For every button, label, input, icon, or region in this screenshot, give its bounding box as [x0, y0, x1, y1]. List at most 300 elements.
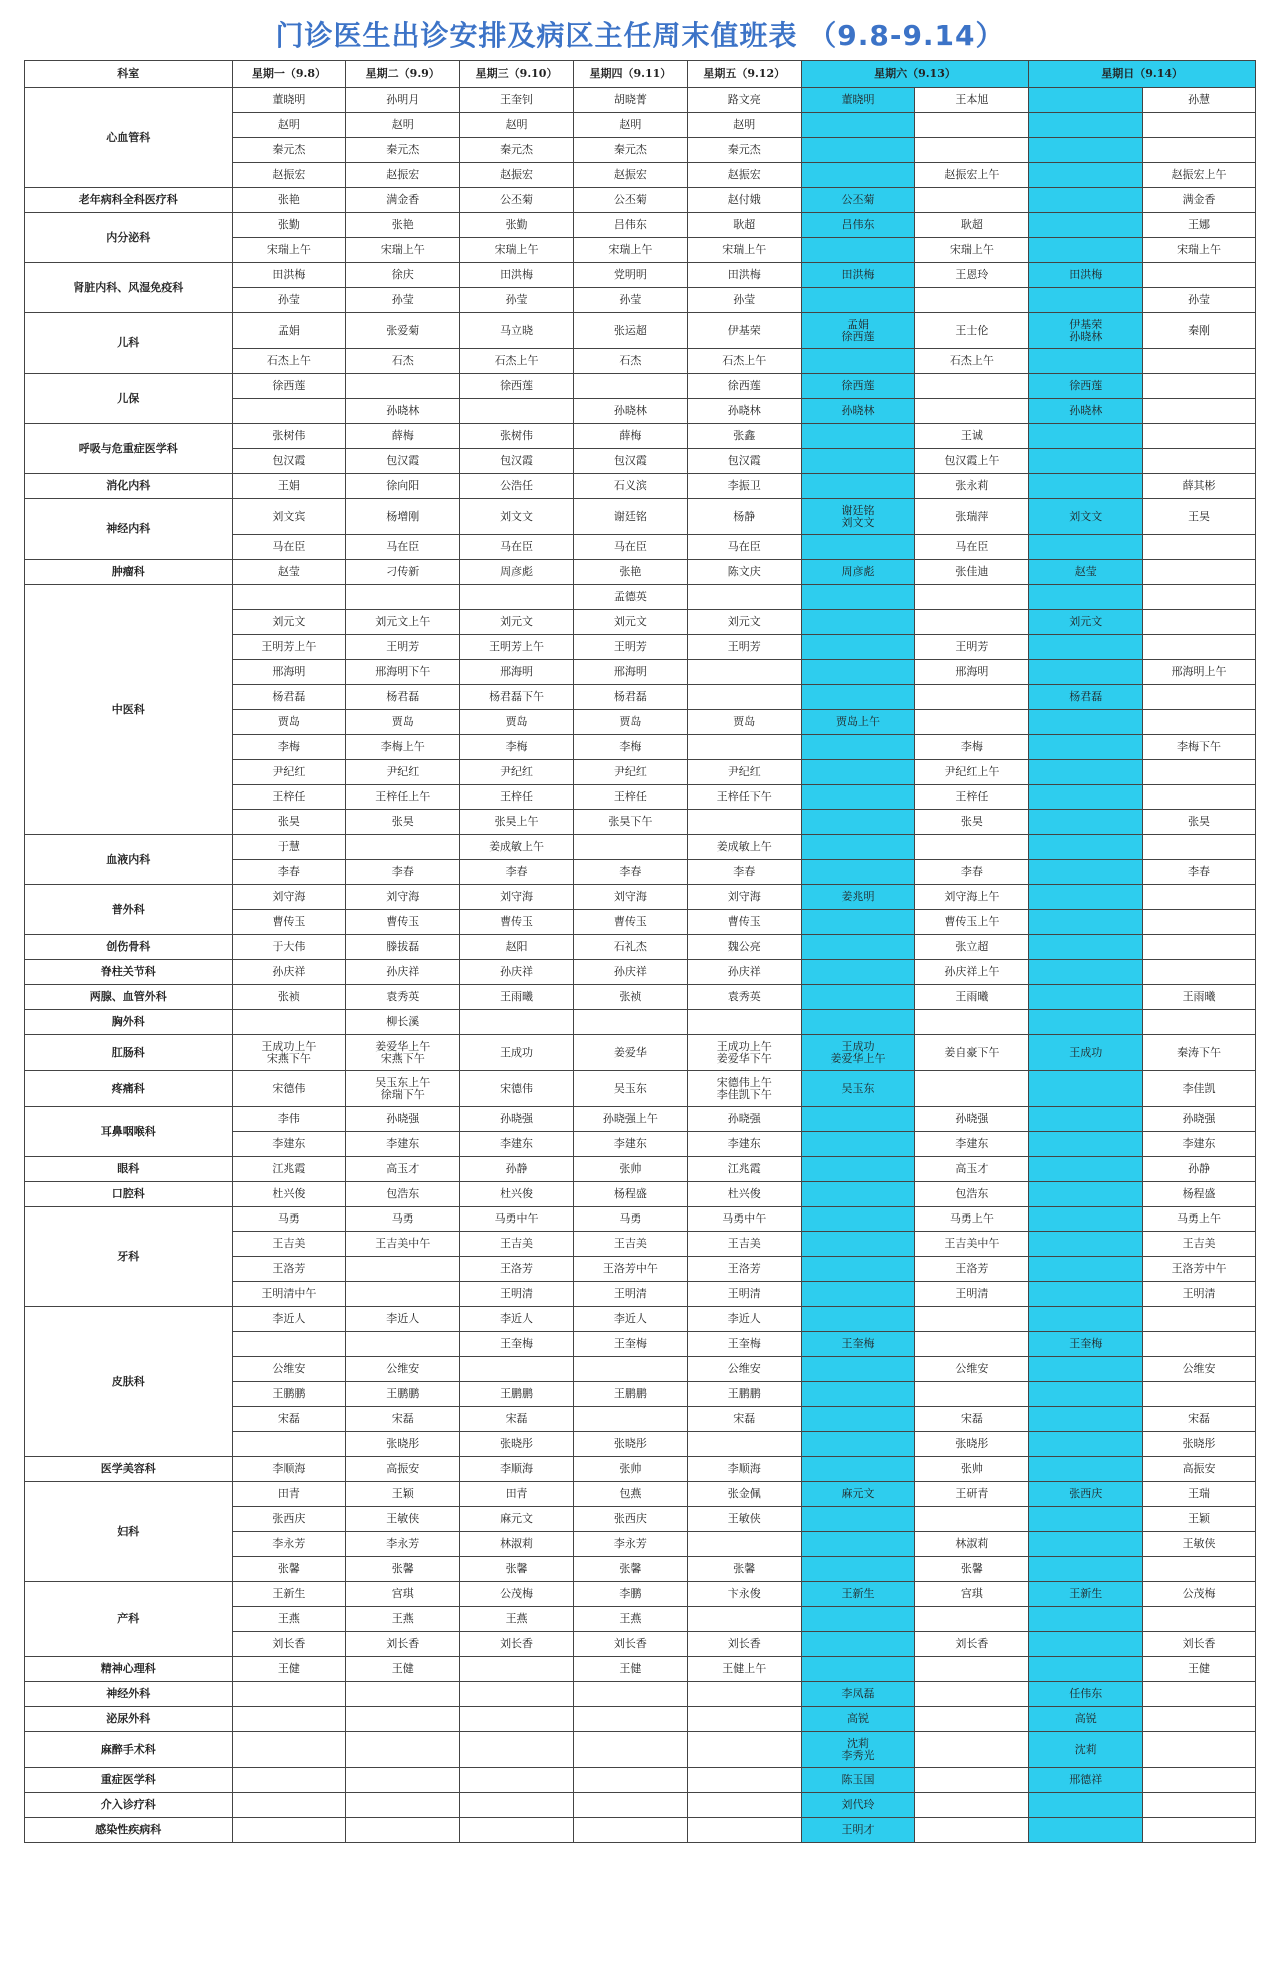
- weekend-cell: 王吉美中午: [915, 1232, 1029, 1257]
- weekend-cell: [1029, 1407, 1143, 1432]
- weekday-cell: [573, 1357, 687, 1382]
- weekday-cell: 王明清: [460, 1282, 574, 1307]
- weekend-cell: [1029, 885, 1143, 910]
- weekend-cell: [1029, 785, 1143, 810]
- weekend-cell: [1143, 960, 1256, 985]
- weekday-cell: 刘文宾: [232, 499, 346, 535]
- weekday-cell: [687, 585, 801, 610]
- weekend-cell: [1029, 1232, 1143, 1257]
- weekday-cell: 马勇中午: [687, 1207, 801, 1232]
- weekday-cell: 王梓任: [232, 785, 346, 810]
- weekday-cell: [687, 1607, 801, 1632]
- weekday-cell: 高玉才: [346, 1157, 460, 1182]
- weekend-cell: 王瑞: [1143, 1482, 1256, 1507]
- department-name: 内分泌科: [25, 213, 233, 263]
- weekday-cell: 杜兴俊: [687, 1182, 801, 1207]
- table-row: [25, 88, 1256, 113]
- weekday-cell: 赵振宏: [232, 163, 346, 188]
- weekday-cell: 王颖: [346, 1482, 460, 1507]
- weekday-cell: 刘元文: [460, 610, 574, 635]
- weekend-cell: [1143, 1768, 1256, 1793]
- weekday-cell: 姜成敏上午: [687, 835, 801, 860]
- weekend-cell: [1029, 113, 1143, 138]
- weekday-cell: [460, 1818, 574, 1843]
- weekday-cell: 徐向阳: [346, 474, 460, 499]
- weekday-cell: 孙莹: [687, 288, 801, 313]
- weekday-cell: 李梅上午: [346, 735, 460, 760]
- weekend-cell: [1143, 585, 1256, 610]
- weekday-cell: 王洛芳: [232, 1257, 346, 1282]
- weekend-cell: [915, 1818, 1029, 1843]
- weekend-cell: 杨君磊: [1029, 685, 1143, 710]
- weekend-cell: 王健: [1143, 1657, 1256, 1682]
- table-row: [25, 1732, 1256, 1768]
- weekday-cell: 王燕: [460, 1607, 574, 1632]
- header-sun: 星期日（9.14）: [1029, 61, 1256, 88]
- weekday-cell: [346, 1768, 460, 1793]
- table-row: [25, 263, 1256, 288]
- department-name: 医学美容科: [25, 1457, 233, 1482]
- weekend-cell: 王梓任: [915, 785, 1029, 810]
- weekday-cell: 宋德伟: [460, 1071, 574, 1107]
- weekend-cell: 邢海明: [915, 660, 1029, 685]
- department-name: 牙科: [25, 1207, 233, 1307]
- weekday-cell: 尹纪红: [232, 760, 346, 785]
- weekday-cell: 滕拔磊: [346, 935, 460, 960]
- weekend-cell: 公维安: [915, 1357, 1029, 1382]
- weekday-cell: 杨程盛: [573, 1182, 687, 1207]
- weekday-cell: 刘长香: [232, 1632, 346, 1657]
- weekend-cell: [1143, 635, 1256, 660]
- weekday-cell: 赵振宏: [687, 163, 801, 188]
- department-name: 脊柱关节科: [25, 960, 233, 985]
- weekend-cell: [1143, 710, 1256, 735]
- weekday-cell: [232, 1332, 346, 1357]
- weekday-cell: 张金佩: [687, 1482, 801, 1507]
- weekday-cell: 尹纪红: [573, 760, 687, 785]
- weekday-cell: [232, 1732, 346, 1768]
- table-row: [25, 474, 1256, 499]
- weekend-cell: [915, 288, 1029, 313]
- weekend-cell: 王明清: [1143, 1282, 1256, 1307]
- weekday-cell: [232, 399, 346, 424]
- weekend-cell: [801, 910, 915, 935]
- weekend-cell: [1143, 610, 1256, 635]
- weekend-cell: [1029, 213, 1143, 238]
- weekend-cell: 包汉霞上午: [915, 449, 1029, 474]
- weekday-cell: 李振卫: [687, 474, 801, 499]
- weekday-cell: 王雨曦: [460, 985, 574, 1010]
- weekday-cell: [460, 1357, 574, 1382]
- weekend-cell: [915, 113, 1029, 138]
- weekday-cell: 公茂梅: [460, 1582, 574, 1607]
- weekday-cell: 刘长香: [687, 1632, 801, 1657]
- weekday-cell: 徐西莲: [232, 374, 346, 399]
- weekend-cell: [1143, 1382, 1256, 1407]
- weekend-cell: 张瑞萍: [915, 499, 1029, 535]
- weekend-cell: [915, 685, 1029, 710]
- weekday-cell: 赵付娥: [687, 188, 801, 213]
- weekend-cell: [1029, 1357, 1143, 1382]
- weekend-cell: 孟娟 徐西莲: [801, 313, 915, 349]
- weekend-cell: 李梅下午: [1143, 735, 1256, 760]
- weekday-cell: 王健: [232, 1657, 346, 1682]
- weekend-cell: [1029, 1132, 1143, 1157]
- weekday-cell: 胡晓菁: [573, 88, 687, 113]
- weekend-cell: [801, 635, 915, 660]
- weekday-cell: [687, 1818, 801, 1843]
- weekday-cell: 刘长香: [573, 1632, 687, 1657]
- weekday-cell: 张西庆: [573, 1507, 687, 1532]
- weekend-cell: [1029, 935, 1143, 960]
- weekend-cell: [801, 238, 915, 263]
- weekday-cell: 张祯: [573, 985, 687, 1010]
- table-row: [25, 313, 1256, 349]
- department-name: 感染性疾病科: [25, 1818, 233, 1843]
- weekend-cell: [801, 535, 915, 560]
- weekend-cell: [801, 424, 915, 449]
- table-row: [25, 935, 1256, 960]
- weekend-cell: [1029, 660, 1143, 685]
- weekend-cell: [1029, 163, 1143, 188]
- weekend-cell: [1029, 1207, 1143, 1232]
- weekday-cell: 孙晓林: [346, 399, 460, 424]
- weekday-cell: 王敏侠: [346, 1507, 460, 1532]
- weekday-cell: [232, 1010, 346, 1035]
- department-name: 产科: [25, 1582, 233, 1657]
- weekend-cell: 李佳凯: [1143, 1071, 1256, 1107]
- weekend-cell: 邢海明上午: [1143, 660, 1256, 685]
- weekday-cell: [687, 1732, 801, 1768]
- weekday-cell: 刘守海: [573, 885, 687, 910]
- weekday-cell: 刁传新: [346, 560, 460, 585]
- weekday-cell: 姜成敏上午: [460, 835, 574, 860]
- weekend-cell: 王明芳: [915, 635, 1029, 660]
- weekend-cell: 王奎梅: [1029, 1332, 1143, 1357]
- weekday-cell: 李建东: [232, 1132, 346, 1157]
- table-row: [25, 1818, 1256, 1843]
- weekend-cell: [1029, 860, 1143, 885]
- weekday-cell: 吕伟东: [573, 213, 687, 238]
- weekday-cell: 包浩东: [346, 1182, 460, 1207]
- weekend-cell: [1029, 1607, 1143, 1632]
- weekday-cell: 田青: [460, 1482, 574, 1507]
- weekend-cell: 赵莹: [1029, 560, 1143, 585]
- weekend-cell: 董晓明: [801, 88, 915, 113]
- weekend-cell: 王成功: [1029, 1035, 1143, 1071]
- weekday-cell: 李永芳: [232, 1532, 346, 1557]
- weekend-cell: [801, 349, 915, 374]
- weekend-cell: 吕伟东: [801, 213, 915, 238]
- weekday-cell: [687, 735, 801, 760]
- weekday-cell: 李梅: [573, 735, 687, 760]
- weekend-cell: [1143, 1793, 1256, 1818]
- weekday-cell: 宋瑞上午: [687, 238, 801, 263]
- weekend-cell: 王恩玲: [915, 263, 1029, 288]
- weekend-cell: 王新生: [1029, 1582, 1143, 1607]
- weekend-cell: [801, 1257, 915, 1282]
- table-row: [25, 585, 1256, 610]
- weekday-cell: 张馨: [573, 1557, 687, 1582]
- weekday-cell: 张艳: [232, 188, 346, 213]
- weekday-cell: 刘守海: [687, 885, 801, 910]
- weekday-cell: 赵明: [687, 113, 801, 138]
- department-name: 呼吸与危重症医学科: [25, 424, 233, 474]
- department-name: 重症医学科: [25, 1768, 233, 1793]
- weekday-cell: 曹传玉: [346, 910, 460, 935]
- weekend-cell: 王敏侠: [1143, 1532, 1256, 1557]
- weekend-cell: 杨程盛: [1143, 1182, 1256, 1207]
- weekend-cell: 马勇上午: [1143, 1207, 1256, 1232]
- weekend-cell: [801, 810, 915, 835]
- table-row: [25, 1157, 1256, 1182]
- weekday-cell: 宋磊: [460, 1407, 574, 1432]
- weekday-cell: 王明芳: [346, 635, 460, 660]
- table-row: [25, 885, 1256, 910]
- weekend-cell: [1143, 560, 1256, 585]
- weekday-cell: [687, 1768, 801, 1793]
- department-name: 儿科: [25, 313, 233, 374]
- weekend-cell: 高振安: [1143, 1457, 1256, 1482]
- weekday-cell: 王梓任: [460, 785, 574, 810]
- weekend-cell: [1029, 1457, 1143, 1482]
- weekday-cell: 刘守海: [232, 885, 346, 910]
- weekend-cell: [801, 860, 915, 885]
- weekend-cell: [1029, 1432, 1143, 1457]
- weekday-cell: 江兆霞: [232, 1157, 346, 1182]
- department-name: 血液内科: [25, 835, 233, 885]
- table-row: [25, 1010, 1256, 1035]
- table-row: [25, 188, 1256, 213]
- weekday-cell: [573, 1707, 687, 1732]
- weekday-cell: 宋瑞上午: [232, 238, 346, 263]
- weekend-cell: 王明才: [801, 1818, 915, 1843]
- header-wed: 星期三（9.10）: [460, 61, 574, 88]
- weekend-cell: 满金香: [1143, 188, 1256, 213]
- weekend-cell: [915, 1732, 1029, 1768]
- weekend-cell: [801, 785, 915, 810]
- weekday-cell: 孙晓林: [687, 399, 801, 424]
- weekday-cell: 姜爱华: [573, 1035, 687, 1071]
- weekend-cell: [801, 585, 915, 610]
- weekday-cell: 包汉霞: [460, 449, 574, 474]
- weekend-cell: [801, 610, 915, 635]
- weekend-cell: [1143, 1732, 1256, 1768]
- weekend-cell: [801, 113, 915, 138]
- weekday-cell: [232, 1818, 346, 1843]
- weekend-cell: [1143, 1010, 1256, 1035]
- weekend-cell: [915, 1768, 1029, 1793]
- weekend-cell: [1029, 535, 1143, 560]
- weekday-cell: [232, 1768, 346, 1793]
- weekday-cell: [687, 1432, 801, 1457]
- weekday-cell: 石杰上午: [687, 349, 801, 374]
- weekday-cell: 林淑莉: [460, 1532, 574, 1557]
- weekday-cell: 赵明: [346, 113, 460, 138]
- department-name: 眼科: [25, 1157, 233, 1182]
- weekday-cell: 王洛芳: [687, 1257, 801, 1282]
- weekday-cell: 王明芳上午: [460, 635, 574, 660]
- weekend-cell: [801, 1557, 915, 1582]
- weekday-cell: 徐西莲: [687, 374, 801, 399]
- weekend-cell: [801, 449, 915, 474]
- weekend-cell: [1029, 188, 1143, 213]
- table-row: [25, 1482, 1256, 1507]
- weekday-cell: 张帅: [573, 1157, 687, 1182]
- weekday-cell: 李建东: [460, 1132, 574, 1157]
- weekday-cell: [460, 1793, 574, 1818]
- department-name: 皮肤科: [25, 1307, 233, 1457]
- weekday-cell: [573, 1407, 687, 1432]
- weekday-cell: 孙莹: [346, 288, 460, 313]
- weekend-cell: 刘代玲: [801, 1793, 915, 1818]
- weekend-cell: 刘元文: [1029, 610, 1143, 635]
- weekend-cell: [1029, 1107, 1143, 1132]
- weekday-cell: 王奎梅: [573, 1332, 687, 1357]
- weekday-cell: [232, 1793, 346, 1818]
- department-name: 老年病科全科医疗科: [25, 188, 233, 213]
- weekday-cell: 公维安: [687, 1357, 801, 1382]
- weekday-cell: 李春: [460, 860, 574, 885]
- weekend-cell: 王明清: [915, 1282, 1029, 1307]
- weekday-cell: 贾岛: [232, 710, 346, 735]
- weekday-cell: 田洪梅: [687, 263, 801, 288]
- weekend-cell: [1029, 1532, 1143, 1557]
- weekday-cell: 马勇: [232, 1207, 346, 1232]
- weekday-cell: 包汉霞: [346, 449, 460, 474]
- weekday-cell: 于大伟: [232, 935, 346, 960]
- weekday-cell: 王明清中午: [232, 1282, 346, 1307]
- weekend-cell: 耿超: [915, 213, 1029, 238]
- weekend-cell: [1143, 1557, 1256, 1582]
- weekday-cell: [346, 835, 460, 860]
- weekday-cell: 田洪梅: [232, 263, 346, 288]
- weekday-cell: 石杰: [346, 349, 460, 374]
- weekday-cell: 李近人: [460, 1307, 574, 1332]
- weekday-cell: 尹纪红: [460, 760, 574, 785]
- weekday-cell: [460, 1768, 574, 1793]
- table-row: [25, 985, 1256, 1010]
- table-row: [25, 960, 1256, 985]
- weekday-cell: 王吉美中午: [346, 1232, 460, 1257]
- weekend-cell: [801, 1357, 915, 1382]
- weekday-cell: 王吉美: [232, 1232, 346, 1257]
- table-row: [25, 1107, 1256, 1132]
- department-name: 胸外科: [25, 1010, 233, 1035]
- weekend-cell: 公茂梅: [1143, 1582, 1256, 1607]
- weekday-cell: 王奎梅: [460, 1332, 574, 1357]
- weekend-cell: 马在臣: [915, 535, 1029, 560]
- weekend-cell: [1029, 635, 1143, 660]
- weekend-cell: 张馨: [915, 1557, 1029, 1582]
- weekday-cell: 杨君磊: [573, 685, 687, 710]
- weekend-cell: [1029, 1010, 1143, 1035]
- weekday-cell: 宋磊: [232, 1407, 346, 1432]
- department-name: 中医科: [25, 585, 233, 835]
- weekend-cell: [801, 1532, 915, 1557]
- weekend-cell: 张晓彤: [1143, 1432, 1256, 1457]
- weekend-cell: 孙莹: [1143, 288, 1256, 313]
- weekday-cell: [573, 1793, 687, 1818]
- weekend-cell: 王研青: [915, 1482, 1029, 1507]
- weekday-cell: [460, 399, 574, 424]
- weekend-cell: [1143, 885, 1256, 910]
- weekday-cell: 马在臣: [232, 535, 346, 560]
- weekend-cell: [915, 1607, 1029, 1632]
- weekday-cell: 杨君磊下午: [460, 685, 574, 710]
- weekday-cell: 孙莹: [232, 288, 346, 313]
- weekday-cell: 李顺海: [460, 1457, 574, 1482]
- weekday-cell: 王燕: [232, 1607, 346, 1632]
- weekend-cell: [801, 660, 915, 685]
- weekday-cell: 杜兴俊: [232, 1182, 346, 1207]
- weekday-cell: 王鹏鹏: [346, 1382, 460, 1407]
- weekday-cell: 麻元文: [460, 1507, 574, 1532]
- weekday-cell: 秦元杰: [573, 138, 687, 163]
- weekend-cell: 刘守海上午: [915, 885, 1029, 910]
- weekend-cell: 宋磊: [1143, 1407, 1256, 1432]
- weekend-cell: [1143, 535, 1256, 560]
- weekday-cell: 马勇中午: [460, 1207, 574, 1232]
- weekend-cell: [801, 474, 915, 499]
- weekday-cell: 王燕: [346, 1607, 460, 1632]
- weekday-cell: 田洪梅: [460, 263, 574, 288]
- weekday-cell: 李近人: [346, 1307, 460, 1332]
- table-row: [25, 1682, 1256, 1707]
- table-row: [25, 1707, 1256, 1732]
- weekday-cell: 张馨: [460, 1557, 574, 1582]
- weekend-cell: [1143, 935, 1256, 960]
- weekday-cell: 王明清: [573, 1282, 687, 1307]
- weekday-cell: 秦元杰: [460, 138, 574, 163]
- department-name: 妇科: [25, 1482, 233, 1582]
- weekend-cell: 谢廷铭 刘文文: [801, 499, 915, 535]
- weekday-cell: [573, 1768, 687, 1793]
- weekday-cell: 薛梅: [573, 424, 687, 449]
- weekend-cell: [1029, 474, 1143, 499]
- weekday-cell: 石杰上午: [460, 349, 574, 374]
- weekend-cell: [801, 1632, 915, 1657]
- weekday-cell: [232, 1432, 346, 1457]
- weekday-cell: 李顺海: [687, 1457, 801, 1482]
- weekday-cell: 王新生: [232, 1582, 346, 1607]
- weekend-cell: [1029, 985, 1143, 1010]
- weekend-cell: 李春: [1143, 860, 1256, 885]
- weekday-cell: 王吉美: [460, 1232, 574, 1257]
- weekend-cell: [801, 1132, 915, 1157]
- weekday-cell: 张艳: [346, 213, 460, 238]
- weekend-cell: [915, 138, 1029, 163]
- weekday-cell: 李近人: [687, 1307, 801, 1332]
- weekend-cell: 王洛芳: [915, 1257, 1029, 1282]
- department-name: 普外科: [25, 885, 233, 935]
- weekday-cell: [573, 1818, 687, 1843]
- weekend-cell: 王士伦: [915, 313, 1029, 349]
- weekday-cell: 刘元文: [232, 610, 346, 635]
- weekday-cell: 党明明: [573, 263, 687, 288]
- weekend-cell: 孙慧: [1143, 88, 1256, 113]
- table-row: [25, 835, 1256, 860]
- weekday-cell: 邢海明: [232, 660, 346, 685]
- weekday-cell: 张西庆: [232, 1507, 346, 1532]
- weekend-cell: 石杰上午: [915, 349, 1029, 374]
- weekday-cell: 曹传玉: [573, 910, 687, 935]
- weekday-cell: 张帅: [573, 1457, 687, 1482]
- weekday-cell: 满金香: [346, 188, 460, 213]
- weekday-cell: [460, 1682, 574, 1707]
- weekday-cell: 孙晓强: [687, 1107, 801, 1132]
- table-row: [25, 499, 1256, 535]
